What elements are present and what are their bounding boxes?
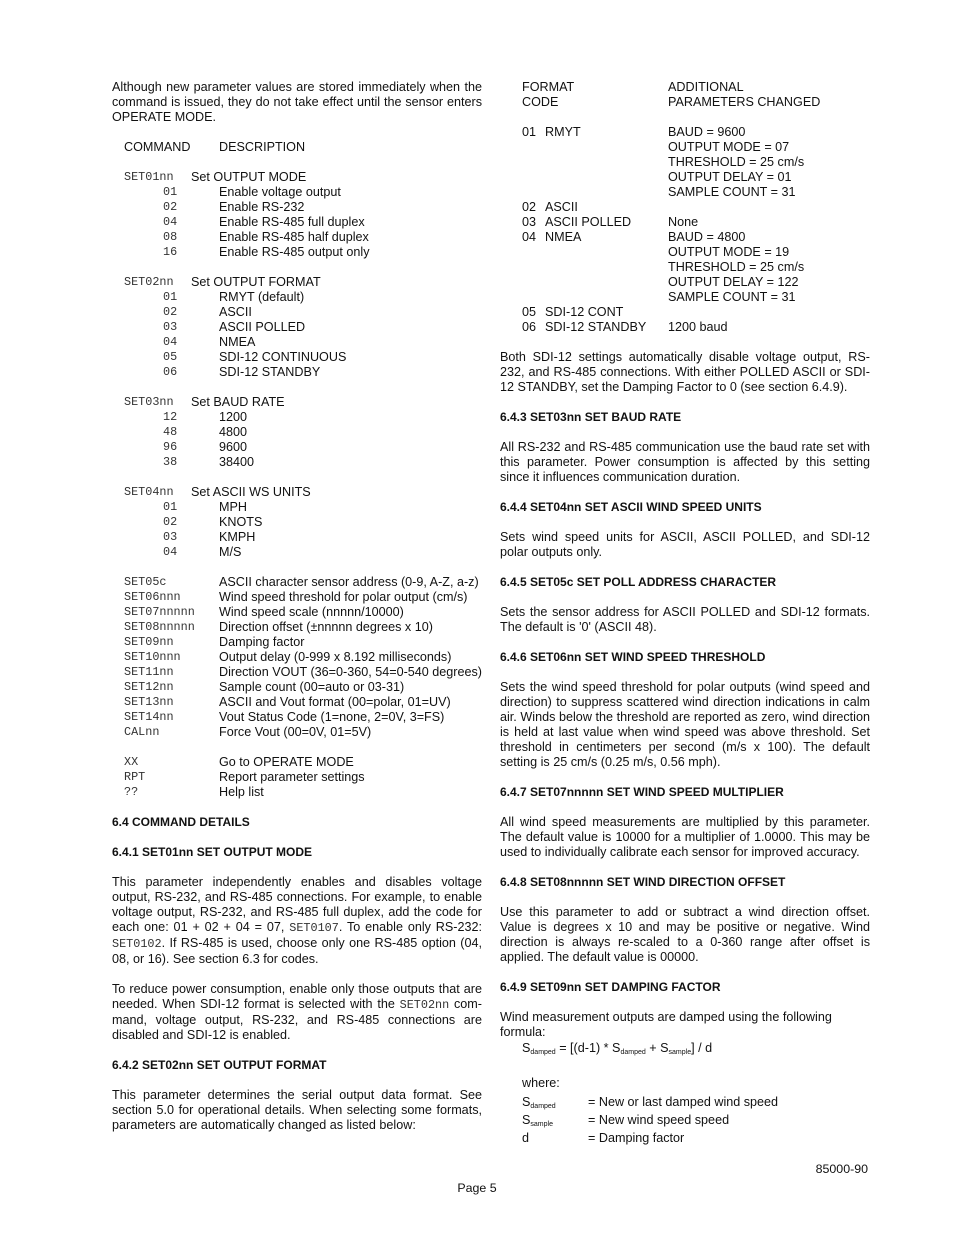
format-name: NMEA: [545, 230, 582, 244]
definition-text: = Damping factor: [588, 1131, 685, 1145]
option-label: Enable RS-232: [219, 200, 305, 214]
format-parameter: OUTPUT DELAY = 01: [668, 170, 792, 184]
command-row: [112, 650, 482, 665]
format-row: [500, 125, 870, 140]
format-param-row: [500, 275, 870, 290]
misc-commands: [112, 575, 482, 740]
option-label: Enable RS-485 half duplex: [219, 230, 369, 244]
format-parameter: THRESHOLD = 25 cm/s: [668, 155, 805, 169]
section-heading-6-4: 6.4 COMMAND DETAILS: [112, 815, 250, 829]
format-row: [500, 305, 870, 320]
command-option: [112, 365, 482, 380]
symbol-subscript: sample: [530, 1121, 553, 1128]
option-label: Enable RS-485 full duplex: [219, 215, 365, 229]
format-code: 04: [522, 230, 537, 244]
command-groups: [112, 170, 482, 575]
symbol-subscript: damped: [530, 1103, 556, 1110]
option-label: ASCII POLLED: [219, 320, 306, 334]
command-row: [112, 575, 482, 590]
command-description: Report parameter settings: [219, 770, 365, 784]
format-header-line-2: CODE PARAMETERS CHANGED: [522, 95, 821, 109]
option-code: 02: [163, 305, 178, 319]
command-group-header: [112, 275, 482, 290]
paragraph-sdi12: Both SDI-12 settings automatically disable voltage output, RS-232, and RS-485 connections. With either POLLED ASCII or SDI-12 STANDBY, set the Damping Factor to 0 (see section 6.4.9).: [500, 350, 870, 394]
command-row: [112, 770, 482, 785]
command-description: ASCII and Vout format (00=polar, 01=UV): [219, 695, 451, 709]
option-code: 04: [163, 335, 178, 349]
command-table-header: [112, 140, 482, 155]
format-code: 05: [522, 305, 537, 319]
command-option: [112, 200, 482, 215]
left-column: [112, 80, 482, 1133]
damping-formula: $S_{damped} = [(d-1) * S_{damped} + S_{sample}] / d$: [522, 1041, 713, 1056]
command-code: CALnn: [124, 725, 160, 739]
format-parameter: OUTPUT MODE = 19: [668, 245, 790, 259]
right-column: [500, 80, 870, 1149]
command-description: Direction VOUT (36=0-360, 54=0-540 degrees): [219, 665, 482, 679]
code-set0102: SET0102: [112, 937, 162, 951]
command-option: [112, 440, 482, 455]
option-code: 38: [163, 455, 178, 469]
section-heading-6-4-6: 6.4.6 SET06nn SET WIND SPEED THRESHOLD: [500, 650, 766, 664]
command-option: [112, 410, 482, 425]
format-name: SDI-12 STANDBY: [545, 320, 647, 334]
paragraph-6-4-1-b: To reduce power consumption, enable only those outputs that are needed. When SDI-12 format is selected with the SET02nn com-mand, voltage output, RS-232, and RS-485 connections are disabled and SDI-12 is enabled.: [112, 982, 482, 1042]
command-description: Go to OPERATE MODE: [219, 755, 354, 769]
paragraph-6-4-3: All RS-232 and RS-485 communication use the baud rate set with this parameter. Power consumption is affected by this setting since it influences communication duration.: [500, 440, 870, 484]
option-label: MPH: [219, 500, 247, 514]
command-row: [112, 680, 482, 695]
format-parameter: BAUD = 4800: [668, 230, 746, 244]
command-code: SET13nn: [124, 695, 174, 709]
command-code: SET07nnnnn: [124, 605, 195, 619]
command-code: SET14nn: [124, 710, 174, 724]
where-label: where:: [522, 1076, 560, 1090]
section-heading-6-4-2: 6.4.2 SET02nn SET OUTPUT FORMAT: [112, 1058, 327, 1072]
option-label: Enable RS-485 output only: [219, 245, 370, 259]
command-row: [112, 695, 482, 710]
option-label: 38400: [219, 455, 255, 469]
command-description: Help list: [219, 785, 264, 799]
command-row: [112, 665, 482, 680]
symbol: d: [522, 1131, 530, 1145]
format-code: 02: [522, 200, 537, 214]
paragraph-6-4-8: Use this parameter to add or subtract a wind direction offset. Value is degrees x 10 and may be positive or negative. Wind direction is always re-scaled to a 0-360 range after offset is applied. The default value is 00000.: [500, 905, 870, 964]
option-label: 4800: [219, 425, 248, 439]
section-heading-6-4-3: 6.4.3 SET03nn SET BAUD RATE: [500, 410, 682, 424]
format-parameter: THRESHOLD = 25 cm/s: [668, 260, 805, 274]
definition-text: = New or last damped wind speed: [588, 1095, 779, 1109]
definition-symbol: [522, 1131, 529, 1146]
definition-row: [500, 1113, 870, 1131]
format-parameter: SAMPLE COUNT = 31: [668, 290, 796, 304]
command-group-header: [112, 170, 482, 185]
command-title: Set OUTPUT FORMAT: [191, 275, 321, 289]
spacer: [112, 380, 482, 395]
command-title: Set ASCII WS UNITS: [191, 485, 311, 499]
option-code: 12: [163, 410, 178, 424]
paragraph-6-4-2: This parameter determines the serial output data format. See section 5.0 for operational details. When selecting some formats, parameters are automatically changed as listed below:: [112, 1088, 482, 1132]
command-row: [112, 710, 482, 725]
format-parameter: BAUD = 9600: [668, 125, 746, 139]
definition-symbol: [522, 1113, 553, 1132]
command-code: SET05c: [124, 575, 167, 589]
command-title: Set OUTPUT MODE: [191, 170, 307, 184]
format-param-row: [500, 290, 870, 305]
format-name: ASCII: [545, 200, 578, 214]
format-row: [500, 230, 870, 245]
command-code: SET12nn: [124, 680, 174, 694]
command-option: [112, 305, 482, 320]
mode-commands: [112, 755, 482, 800]
option-label: 9600: [219, 440, 248, 454]
spacer: [112, 560, 482, 575]
spacer: [112, 470, 482, 485]
command-description: Sample count (00=auto or 03-31): [219, 680, 405, 694]
option-code: 48: [163, 425, 178, 439]
command-option: [112, 515, 482, 530]
command-code: XX: [124, 755, 139, 769]
paragraph-6-4-6: Sets the wind speed threshold for polar outputs (wind speed and direction) to suppress scattered wind direction indications in calm air. Winds below the threshold are reported as zero, wind direction is held at last value when wind speed was above threshold. Set threshold in centimeters per second (m/s x 100). The default setting is 25 cm/s (0.25 m/s, 0.56 mph).: [500, 680, 870, 769]
command-option: [112, 530, 482, 545]
paragraph-6-4-1-a: This parameter independently enables and disables voltage output, RS-232, and RS-485 connections. For example, to enable voltage output, RS-232, and RS-485 full duplex, add the code for each one: 01 + 02 + 04 = 07, SET0107. To enable only RS-232: SET0102. If RS-485 is used, choose only one RS-485 option (04, 08, or 16). See section 6.3 for codes.: [112, 875, 482, 966]
page-number: Page 5: [457, 1181, 497, 1195]
symbol: S: [522, 1095, 531, 1109]
command-option: [112, 215, 482, 230]
command-code: SET10nnn: [124, 650, 181, 664]
option-label: M/S: [219, 545, 242, 559]
command-option: [112, 290, 482, 305]
section-heading-6-4-4: 6.4.4 SET04nn SET ASCII WIND SPEED UNITS: [500, 500, 762, 514]
command-option: [112, 320, 482, 335]
format-param-row: [500, 260, 870, 275]
spacer: [112, 260, 482, 275]
command-option: [112, 335, 482, 350]
format-parameter: None: [668, 215, 699, 229]
option-label: KNOTS: [219, 515, 263, 529]
command-option: [112, 455, 482, 470]
format-code: 03: [522, 215, 537, 229]
format-parameter: OUTPUT DELAY = 122: [668, 275, 799, 289]
option-code: 04: [163, 215, 178, 229]
definition-symbol: [522, 1095, 556, 1114]
option-code: 01: [163, 500, 178, 514]
formula-definitions: [500, 1095, 870, 1149]
option-code: 02: [163, 515, 178, 529]
format-name: ASCII POLLED: [545, 215, 632, 229]
section-heading-6-4-1: 6.4.1 SET01nn SET OUTPUT MODE: [112, 845, 313, 859]
option-label: SDI-12 CONTINUOUS: [219, 350, 347, 364]
command-row: [112, 620, 482, 635]
format-param-row: [500, 140, 870, 155]
option-label: KMPH: [219, 530, 256, 544]
format-parameter: 1200 baud: [668, 320, 728, 334]
command-title: Set BAUD RATE: [191, 395, 285, 409]
command-code: ??: [124, 785, 139, 799]
command-code: RPT: [124, 770, 146, 784]
option-label: NMEA: [219, 335, 256, 349]
option-label: RMYT (default): [219, 290, 305, 304]
format-parameter: SAMPLE COUNT = 31: [668, 185, 796, 199]
intro-paragraph: Although new parameter values are stored immediately when the command is issued, they do not take effect until the sensor enters OPERATE MODE.: [112, 80, 482, 124]
command-option: [112, 185, 482, 200]
definition-text: = New wind speed speed: [588, 1113, 730, 1127]
format-row: [500, 320, 870, 335]
format-header-line-1: FORMAT ADDITIONAL: [522, 80, 744, 94]
command-group-header: [112, 395, 482, 410]
option-code: 01: [163, 185, 178, 199]
command-row: [112, 785, 482, 800]
command-code: SET03nn: [124, 395, 174, 409]
option-code: 03: [163, 530, 178, 544]
command-option: [112, 350, 482, 365]
command-code: SET02nn: [124, 275, 174, 289]
description-header: DESCRIPTION: [219, 140, 306, 154]
document-number: 85000-90: [815, 1162, 868, 1176]
command-code: SET06nnn: [124, 590, 181, 604]
command-description: ASCII character sensor address (0-9, A-Z, a-z): [219, 575, 479, 589]
command-row: [112, 725, 482, 740]
symbol: S: [522, 1113, 531, 1127]
command-row: [112, 590, 482, 605]
command-code: SET04nn: [124, 485, 174, 499]
format-name: SDI-12 CONT: [545, 305, 624, 319]
format-param-row: [500, 185, 870, 200]
command-description: Direction offset (±nnnnn degrees x 10): [219, 620, 433, 634]
format-row: [500, 215, 870, 230]
code-set02nn: SET02nn: [399, 998, 450, 1012]
option-code: 08: [163, 230, 178, 244]
command-description: Wind speed scale (nnnnn/10000): [219, 605, 404, 619]
format-code: 06: [522, 320, 537, 334]
command-description: Force Vout (00=0V, 01=5V): [219, 725, 372, 739]
definition-row: [500, 1131, 870, 1149]
command-group-header: [112, 485, 482, 500]
command-code: SET01nn: [124, 170, 174, 184]
command-option: [112, 425, 482, 440]
format-name: RMYT: [545, 125, 581, 139]
command-code: SET09nn: [124, 635, 174, 649]
option-code: 01: [163, 290, 178, 304]
paragraph-6-4-9: Wind measurement outputs are damped using the following formula:: [500, 1010, 832, 1039]
option-code: 06: [163, 365, 178, 379]
option-label: 1200: [219, 410, 248, 424]
command-description: Damping factor: [219, 635, 305, 649]
option-code: 04: [163, 545, 178, 559]
format-row: [500, 200, 870, 215]
section-heading-6-4-7: 6.4.7 SET07nnnnn SET WIND SPEED MULTIPLIER: [500, 785, 784, 799]
paragraph-6-4-7: All wind speed measurements are multiplied by this parameter. The default value is 10000 for a multiplier of 1.0000. This may be used to individually calibrate each sensor for improved accuracy.: [500, 815, 870, 859]
format-parameter: OUTPUT MODE = 07: [668, 140, 790, 154]
format-code: 01: [522, 125, 537, 139]
option-code: 96: [163, 440, 178, 454]
command-header: COMMAND: [124, 140, 191, 154]
format-table: [500, 125, 870, 335]
option-code: 16: [163, 245, 178, 259]
command-description: Wind speed threshold for polar output (cm/s): [219, 590, 468, 604]
command-option: [112, 230, 482, 245]
command-row: [112, 605, 482, 620]
option-code: 02: [163, 200, 178, 214]
paragraph-6-4-4: Sets wind speed units for ASCII, ASCII POLLED, and SDI-12 polar outputs only.: [500, 530, 870, 559]
command-description: Vout Status Code (1=none, 2=0V, 3=FS): [219, 710, 445, 724]
format-param-row: [500, 155, 870, 170]
command-option: [112, 500, 482, 515]
definition-row: [500, 1095, 870, 1113]
format-param-row: [500, 170, 870, 185]
section-heading-6-4-5: 6.4.5 SET05c SET POLL ADDRESS CHARACTER: [500, 575, 777, 589]
command-option: [112, 245, 482, 260]
command-option: [112, 545, 482, 560]
option-code: 05: [163, 350, 178, 364]
section-heading-6-4-8: 6.4.8 SET08nnnnn SET WIND DIRECTION OFFSET: [500, 875, 786, 889]
command-row: [112, 635, 482, 650]
command-code: SET11nn: [124, 665, 174, 679]
code-set0107: SET0107: [289, 921, 339, 935]
option-label: Enable voltage output: [219, 185, 341, 199]
command-description: Output delay (0-999 x 8.192 milliseconds): [219, 650, 452, 664]
command-code: SET08nnnnn: [124, 620, 195, 634]
command-row: [112, 755, 482, 770]
option-code: 03: [163, 320, 178, 334]
option-label: SDI-12 STANDBY: [219, 365, 321, 379]
format-param-row: [500, 245, 870, 260]
paragraph-6-4-5: Sets the sensor address for ASCII POLLED and SDI-12 formats. The default is '0' (ASCII 48).: [500, 605, 870, 634]
option-label: ASCII: [219, 305, 252, 319]
section-heading-6-4-9: 6.4.9 SET09nn SET DAMPING FACTOR: [500, 980, 721, 994]
